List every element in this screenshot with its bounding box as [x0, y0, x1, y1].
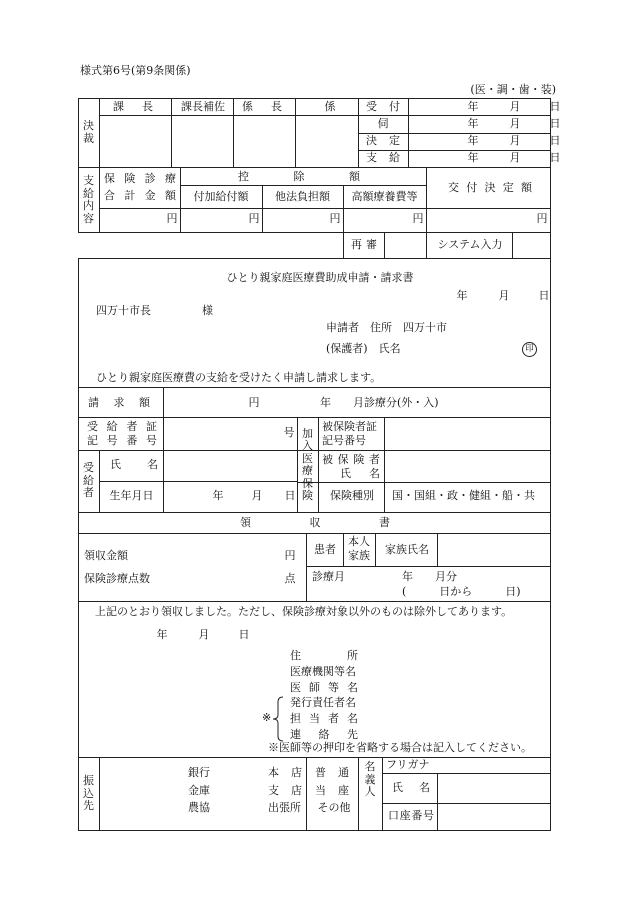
holder-name-label-char: 名 — [419, 781, 430, 794]
responsible-issuer-label: 発行責任者名 — [290, 696, 356, 709]
rule-line — [306, 566, 550, 567]
receipt-amount-label: 領収金額 — [84, 549, 128, 562]
rule-line — [375, 533, 376, 566]
rule-line — [306, 757, 307, 830]
rule-line — [343, 232, 344, 258]
institution-name-field[interactable] — [103, 760, 183, 820]
account-current-label — [315, 784, 349, 798]
yen-mark: 円 — [166, 212, 178, 225]
yen-mark: 円 — [412, 212, 424, 225]
rule-line — [408, 98, 409, 167]
approval-col-kakaricho-char: 長 — [271, 100, 282, 113]
claim-amount-label — [88, 396, 150, 410]
receipt-statement: 上記のとおり領収しました。ただし、保険診療対象以外のものは除外してあります。 — [95, 605, 513, 618]
rule-line — [382, 757, 383, 830]
approval-status-label-char: 受 — [366, 100, 377, 113]
insured-total-label-2-char: 額 — [164, 189, 176, 202]
holder-name-label-char: 氏 — [392, 781, 403, 794]
approval-col-kakari: 係 — [324, 100, 336, 113]
responsible-note-mark: ※ — [262, 711, 272, 724]
recipient-name-label-char: 名 — [147, 458, 158, 471]
insured-cert-label-1: 被保険者証 — [322, 420, 377, 433]
birth-part: 日 — [284, 489, 296, 502]
cert-no-label-1-char: 証 — [145, 420, 157, 433]
approval-date-part: 年 — [467, 100, 479, 113]
recipient-label-char: 給 — [83, 473, 94, 487]
approval-col-kacho — [113, 100, 153, 114]
approval-date-part: 月 — [509, 100, 521, 113]
insurance-types: 国・国組・政・健組・船・共 — [392, 489, 535, 502]
branch-name-field[interactable] — [225, 760, 265, 820]
recipient-label-char: 者 — [83, 486, 94, 500]
claim-yen: 円 — [248, 396, 260, 409]
branch-head-label — [268, 766, 302, 780]
birth-part: 年 — [212, 489, 224, 502]
request-sentence: ひとり親家庭医療費の支給を受けたく申請し請求します。 — [96, 371, 382, 384]
yen-mark: 円 — [248, 212, 260, 225]
approval-status-label: 伺 — [377, 117, 389, 130]
application-date-part: 日 — [538, 289, 550, 302]
claim-month: 年 月診療分(外・入) — [320, 396, 439, 409]
rule-line — [99, 757, 100, 830]
account-current-label-char: 当 — [315, 784, 326, 797]
decision-amount-label-char: 付 — [466, 181, 478, 194]
approval-label-char: 決 — [83, 119, 94, 132]
receipt-yen: 円 — [284, 549, 296, 562]
brace-icon — [272, 696, 284, 742]
account-no-label — [388, 809, 434, 823]
issuer-doctor-label — [290, 681, 358, 695]
branch-branch-label-char: 店 — [291, 784, 302, 797]
rule-line — [78, 387, 551, 388]
yen-mark: 円 — [329, 212, 341, 225]
receipt-header — [240, 516, 390, 530]
account-no-field[interactable] — [437, 803, 550, 830]
insured-name-label-1 — [322, 453, 380, 466]
account-no-label-char: 座 — [399, 809, 411, 822]
seal-icon: 印 — [522, 342, 537, 357]
insurance-label-char: 療 — [302, 464, 313, 477]
insured-total-label-1-char: 保 — [104, 172, 115, 185]
birthdate-field[interactable] — [163, 481, 297, 512]
approval-status-label-char: 決 — [366, 134, 377, 147]
rule-line — [78, 512, 551, 513]
approval-date-part: 日 — [549, 100, 561, 113]
patient-label: 患者 — [314, 543, 336, 556]
recipient-label-char: 受 — [83, 461, 94, 475]
claim-amount-label-char: 請 — [88, 396, 99, 409]
receipt-header-char: 書 — [379, 516, 390, 529]
branch-office-label: 出張所 — [268, 801, 301, 814]
approval-col-kakaricho-char: 係 — [242, 100, 253, 113]
addressee: 四万十市長 — [96, 304, 151, 317]
transfer-label-char: 先 — [83, 799, 94, 813]
rule-line — [78, 601, 551, 602]
insured-total-label-1-char: 診 — [144, 172, 156, 185]
insured-name-label-2 — [340, 467, 380, 480]
cert-go: 号 — [283, 426, 295, 439]
family-name-field[interactable] — [437, 533, 550, 566]
cert-no-label-2 — [87, 434, 157, 447]
responsible-contact-label — [290, 728, 358, 742]
self-label: 本人 — [348, 535, 370, 548]
branch-branch-label — [268, 784, 302, 798]
sama: 様 — [202, 304, 213, 317]
medical-month-range: ( 日から 日) — [402, 585, 521, 598]
deduction-col-label: 付加給付額 — [193, 190, 249, 203]
insured-total-label-2 — [104, 189, 176, 203]
rule-line — [426, 232, 427, 258]
reexam-label-char: 審 — [366, 238, 377, 251]
deduction-col-label: 高額療養費等 — [351, 190, 418, 203]
rule-line — [306, 533, 307, 601]
cert-no-field[interactable] — [163, 417, 278, 450]
birthdate-label: 生年月日 — [109, 489, 154, 502]
insured-name-label-2-char: 氏 — [340, 467, 351, 480]
approval-status-label — [366, 100, 400, 114]
deduction-header-char: 控 — [238, 170, 249, 183]
family-label: 家族 — [348, 549, 370, 562]
cert-no-label-1-char: 給 — [106, 420, 118, 433]
insured-total-label-1-char: 険 — [124, 172, 136, 185]
cert-no-label-2-char: 号 — [106, 434, 118, 447]
reexam-field[interactable] — [384, 232, 426, 258]
rule-line — [99, 450, 100, 512]
approval-date-part: 年 — [467, 117, 479, 130]
insured-cert-field[interactable] — [384, 417, 550, 450]
insurance-label-char: 医 — [302, 451, 313, 465]
rule-line — [171, 98, 172, 115]
deduction-col-label: 他法負担額 — [275, 190, 330, 203]
issuer-address-label-char: 所 — [347, 649, 358, 662]
medical-month-label: 診療月 — [312, 570, 345, 583]
points-unit: 点 — [284, 572, 296, 585]
approval-status-label — [366, 134, 400, 148]
points-field[interactable] — [160, 568, 280, 588]
payment-label-char: 給 — [83, 186, 94, 200]
approval-date-part: 日 — [549, 134, 561, 147]
rule-line — [78, 830, 551, 831]
responsible-staff-label-char: 当 — [309, 712, 320, 725]
approval-date-part: 月 — [509, 117, 521, 130]
issuer-doctor-label-char: 名 — [347, 681, 358, 694]
insured-total-label-1 — [104, 172, 176, 186]
rule-line — [343, 533, 344, 566]
insurance-label — [297, 420, 318, 510]
approval-status-label-char: 付 — [389, 100, 400, 113]
receipt-amount-field[interactable] — [160, 543, 280, 563]
approval-sign-kakari-field[interactable] — [295, 115, 358, 167]
reexam-label — [351, 238, 377, 252]
rule-line — [78, 167, 551, 168]
holder-label — [358, 760, 382, 800]
approval-sign-hosa-field[interactable] — [171, 115, 233, 167]
deduction-header — [238, 170, 360, 184]
application-date-part: 月 — [498, 289, 510, 302]
account-other-label: その他 — [317, 801, 351, 814]
receipt-header-char: 収 — [309, 516, 321, 529]
insured-name-field[interactable] — [384, 450, 550, 482]
approval-date-part: 月 — [509, 151, 521, 164]
insured-total-label-2-char: 計 — [124, 189, 136, 202]
extra-benefit-field[interactable] — [180, 208, 262, 232]
system-input-field[interactable] — [512, 232, 550, 258]
decision-amount-label-char: 定 — [502, 181, 514, 194]
payment-label-char: 支 — [83, 174, 94, 187]
issuer-address-label — [290, 649, 358, 663]
approval-date-part: 月 — [509, 134, 521, 147]
other-law-field[interactable] — [262, 208, 343, 232]
yen-mark: 円 — [536, 212, 548, 225]
recipient-name-label — [110, 458, 158, 472]
approval-status-label-char: 給 — [389, 151, 400, 164]
receipt-date-part: 年 — [156, 628, 168, 641]
account-no-label-char: 号 — [422, 809, 434, 822]
cert-no-label-1-char: 受 — [87, 420, 98, 433]
transfer-label-char: 振 — [83, 774, 94, 788]
cert-no-label-2-char: 番 — [126, 434, 138, 447]
insurance-label-char: 加 — [302, 426, 313, 440]
rule-line — [78, 258, 551, 259]
receipt-date-part: 日 — [238, 628, 250, 641]
holder-name-label — [392, 781, 430, 795]
insured-name-label-1-char: 者 — [368, 453, 380, 466]
points-label: 保険診療点数 — [84, 572, 150, 585]
payment-label-char: 内 — [83, 199, 94, 212]
claim-amount-label-char: 額 — [139, 396, 150, 409]
decision-amount-label-char: 交 — [448, 181, 459, 194]
cert-no-label-1-char: 者 — [126, 420, 138, 433]
branch-head-label-char: 店 — [291, 766, 302, 779]
transfer-label — [78, 760, 99, 828]
frame-left — [78, 258, 79, 830]
furigana-field[interactable] — [437, 757, 550, 773]
decision-amount-field[interactable] — [426, 208, 550, 232]
approval-col-kacho-char: 長 — [142, 100, 153, 113]
branch-head-label-char: 本 — [268, 766, 279, 779]
cert-no-label-2-char: 号 — [145, 434, 157, 447]
deduction-header-char: 除 — [293, 170, 305, 183]
issuer-doctor-label-char: 師 — [309, 681, 320, 694]
approval-status-label — [366, 151, 400, 165]
approval-date-part: 年 — [467, 151, 479, 164]
application-date-part: 年 — [456, 289, 468, 302]
approval-label — [78, 100, 99, 165]
account-normal-label-char: 普 — [315, 766, 326, 779]
responsible-staff-label-char: 名 — [347, 712, 358, 725]
reexam-label-char: 再 — [351, 238, 362, 251]
account-no-label-char: 口 — [388, 809, 399, 822]
holder-name-field[interactable] — [437, 773, 550, 803]
responsible-staff-label-char: 担 — [290, 712, 301, 725]
cert-no-label-2-char: 記 — [87, 434, 98, 447]
insurance-label-char: 入 — [302, 439, 313, 452]
insurance-label-char: 険 — [302, 489, 313, 502]
account-normal-label — [315, 766, 349, 780]
insured-name-label-1-char: 被 — [322, 453, 333, 466]
decision-amount-label — [448, 181, 532, 195]
cert-no-label-1 — [87, 420, 157, 433]
account-no-label-char: 番 — [411, 809, 423, 822]
rule-line — [180, 185, 426, 186]
branch-branch-label-char: 支 — [268, 784, 279, 797]
receipt-date-part: 月 — [198, 628, 210, 641]
rule-line — [318, 417, 319, 512]
insurance-type-label: 保険種別 — [330, 489, 374, 502]
account-normal-label-char: 通 — [338, 766, 349, 779]
rule-line — [297, 482, 550, 483]
recipient-name-field[interactable] — [163, 450, 297, 481]
deduction-header-char: 額 — [349, 170, 360, 183]
approval-label-char: 裁 — [83, 131, 94, 145]
insured-name-label-2-char: 名 — [369, 467, 380, 480]
form-category: (医・調・歯・装) — [470, 83, 556, 96]
rule-line — [358, 115, 550, 116]
insured-total-label-1-char: 療 — [164, 172, 176, 185]
frame-right — [550, 258, 551, 830]
institution-bank: 銀行 — [188, 766, 210, 779]
high-cost-field[interactable] — [343, 208, 426, 232]
approval-sign-kakaricho-field[interactable] — [233, 115, 295, 167]
issuer-address-label-char: 住 — [290, 649, 301, 662]
responsible-staff-label-char: 者 — [328, 712, 339, 725]
issuer-doctor-label-char: 等 — [328, 681, 339, 694]
seal-omit-note: ※医師等の押印を省略する場合は記入してください。 — [268, 741, 532, 754]
approval-date-part: 日 — [549, 117, 561, 130]
holder-label-char: 義 — [364, 772, 376, 786]
holder-label-char: 名 — [364, 760, 376, 774]
form-title: ひとり親家庭医療費助成申請・請求書 — [226, 271, 414, 284]
recipient-label — [78, 453, 99, 509]
insured-name-label-1-char: 保 — [337, 453, 349, 466]
recipient-name-label-char: 氏 — [110, 458, 121, 471]
receipt-header-char: 領 — [240, 516, 251, 529]
decision-amount-label-char: 決 — [484, 181, 496, 194]
payment-label — [78, 170, 99, 230]
approval-col-hosa: 課長補佐 — [181, 100, 225, 113]
approval-date-part: 年 — [467, 134, 479, 147]
responsible-contact-label-char: 連 — [290, 728, 301, 741]
family-name-label: 家族氏名 — [385, 543, 429, 556]
approval-col-kacho-char: 課 — [113, 100, 124, 113]
seal-mark — [522, 340, 537, 355]
furigana-label: フリガナ — [386, 758, 430, 771]
responsible-contact-label-char: 絡 — [318, 728, 330, 741]
medical-month-parts: 年 月分 — [402, 570, 457, 583]
holder-label-char: 人 — [364, 785, 376, 799]
issuer-facility-label: 医療機関等名 — [290, 665, 356, 678]
approval-date-part: 日 — [549, 151, 561, 164]
payment-label-char: 容 — [83, 211, 94, 225]
issuer-doctor-label-char: 医 — [290, 681, 301, 694]
rule-line — [550, 232, 551, 258]
birth-part: 月 — [251, 489, 263, 502]
claim-amount-field[interactable] — [163, 387, 243, 417]
approval-sign-kacho-field[interactable] — [99, 115, 171, 167]
responsible-staff-label — [290, 712, 358, 726]
insured-total-field[interactable] — [99, 208, 180, 232]
account-current-label-char: 座 — [338, 784, 349, 797]
approval-status-label-char: 支 — [366, 151, 377, 164]
applicant-name: (保護者) 氏名 — [326, 342, 401, 355]
system-input-label: システム入力 — [437, 238, 503, 251]
insured-total-label-2-char: 合 — [104, 189, 115, 202]
rule-line — [78, 232, 551, 233]
applicant-address: 申請者 住所 四万十市 — [326, 321, 447, 334]
rule-line — [550, 167, 551, 232]
institution-kinko: 金庫 — [188, 784, 210, 797]
transfer-label-char: 込 — [83, 786, 94, 800]
responsible-contact-label-char: 先 — [347, 728, 358, 741]
insured-cert-label-2: 記号番号 — [322, 434, 366, 447]
form-number: 様式第6号(第9条関係) — [80, 64, 191, 77]
insurance-label-char: 保 — [302, 476, 313, 490]
insured-total-label-2-char: 金 — [144, 189, 156, 202]
decision-amount-label-char: 額 — [521, 181, 532, 194]
institution-nokyo: 農協 — [188, 801, 210, 814]
claim-amount-label-char: 求 — [113, 396, 125, 409]
rule-line — [78, 98, 551, 99]
approval-col-kakaricho — [242, 100, 282, 114]
approval-status-label-char: 定 — [389, 134, 400, 147]
insured-name-label-1-char: 険 — [353, 453, 365, 466]
